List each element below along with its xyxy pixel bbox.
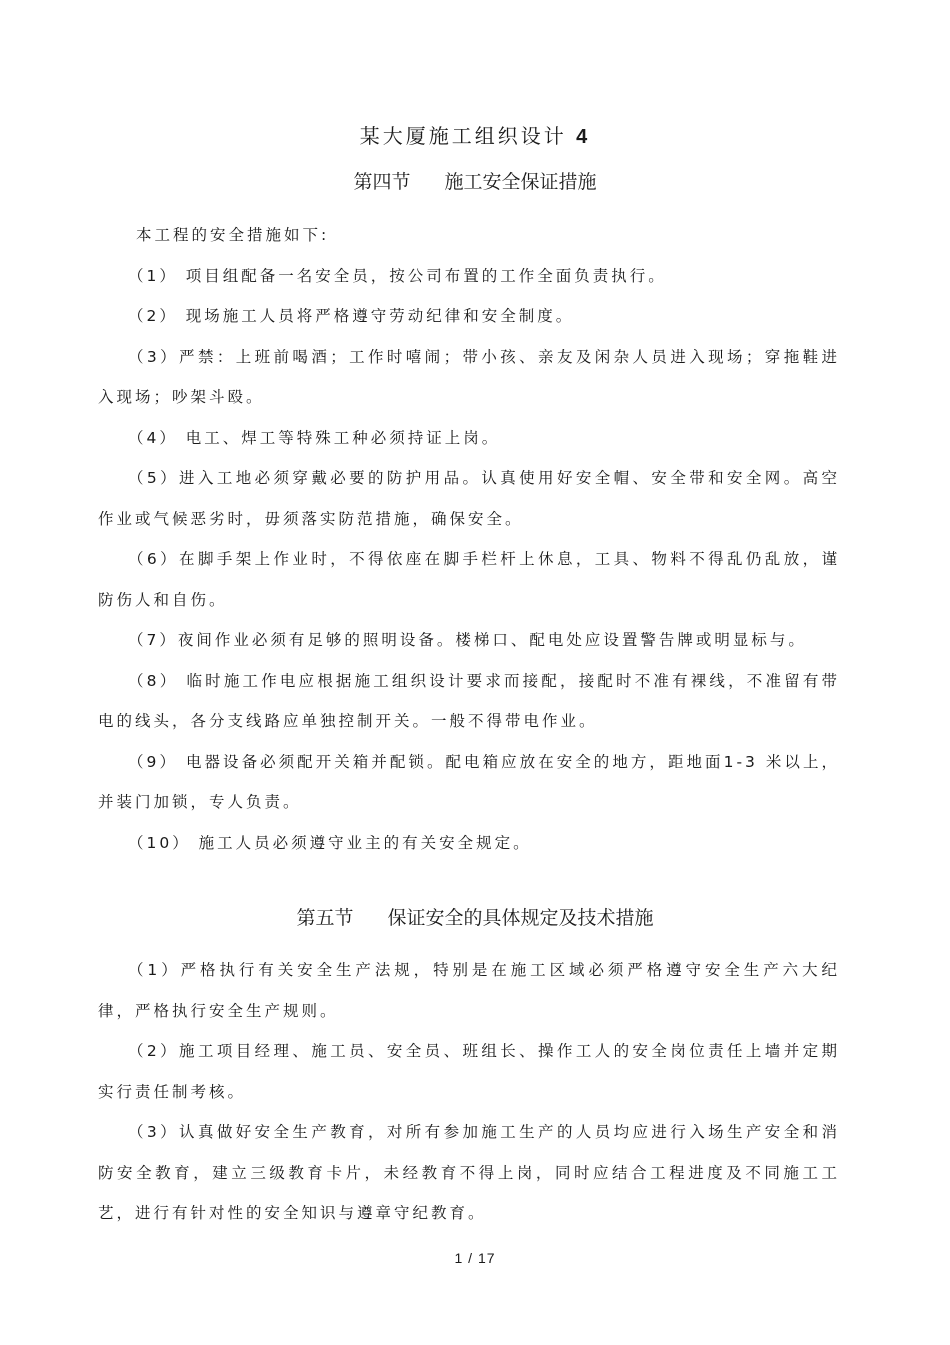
- section-5-item: （2）施工项目经理、施工员、安全员、班组长、操作工人的安全岗位责任上墙并定期实行责任制考核。: [98, 1042, 840, 1101]
- section-4-item: （3）严禁：上班前喝酒；工作时嘻闹；带小孩、亲友及闲杂人员进入现场；穿拖鞋进入现场；吵架斗殴。: [98, 347, 840, 406]
- document-title-number: 4: [576, 126, 591, 148]
- section-4-heading: [0, 168, 950, 196]
- section-4-item: （1） 项目组配备一名安全员，按公司布置的工作全面负责执行。: [128, 266, 667, 285]
- section-4-item: （10） 施工人员必须遵守业主的有关安全规定。: [128, 833, 532, 852]
- section-5-item: （3）认真做好安全生产教育，对所有参加施工生产的人员均应进行入场生产安全和消防安全教育，建立三级教育卡片，未经教育不得上岗，同时应结合工程进度及不同施工工艺，进行有针对性的安全知识与遵章守纪教育。: [98, 1123, 840, 1222]
- section-5-body: [98, 950, 840, 1234]
- page-number: 1 / 17: [454, 1250, 496, 1266]
- section-5-title: 保证安全的具体规定及技术措施: [387, 907, 654, 929]
- section-5-item: （1）严格执行有关安全生产法规，特别是在施工区域必须严格遵守安全生产六大纪律，严格执行安全生产规则。: [98, 961, 840, 1020]
- section-4-item: （4） 电工、焊工等特殊工种必须持证上岗。: [128, 428, 501, 447]
- section-4-label: 第四节: [353, 171, 411, 193]
- section-4-intro: 本工程的安全措施如下:: [136, 226, 330, 244]
- section-5-heading: [0, 904, 950, 932]
- section-5-label: 第五节: [296, 907, 354, 929]
- section-4-item: （8） 临时施工作电应根据施工组织设计要求而接配，接配时不准有裸线，不准留有带电的线头，各分支线路应单独控制开关。一般不得带电作业。: [98, 671, 840, 730]
- document-title: [0, 122, 950, 151]
- section-4-item: （9） 电器设备必须配开关箱并配锁。配电箱应放在安全的地方，距地面1-3 米以上，并装门加锁，专人负责。: [98, 752, 840, 811]
- document-title-text: 某大厦施工组织设计: [359, 124, 567, 148]
- section-4-item: （2） 现场施工人员将严格遵守劳动纪律和安全制度。: [128, 307, 575, 325]
- section-4-title: 施工安全保证措施: [444, 171, 597, 193]
- section-4-item: （6）在脚手架上作业时，不得依座在脚手栏杆上休息，工具、物料不得乱仍乱放，谨防伤人和自伤。: [98, 550, 840, 609]
- section-4-body: [98, 215, 840, 863]
- section-4-item: （7）夜间作业必须有足够的照明设备。楼梯口、配电处应设置警告牌或明显标与。: [128, 631, 807, 649]
- section-4-item: （5）进入工地必须穿戴必要的防护用品。认真使用好安全帽、安全带和安全网。高空作业或气候恶劣时，毋须落实防范措施，确保安全。: [98, 469, 840, 528]
